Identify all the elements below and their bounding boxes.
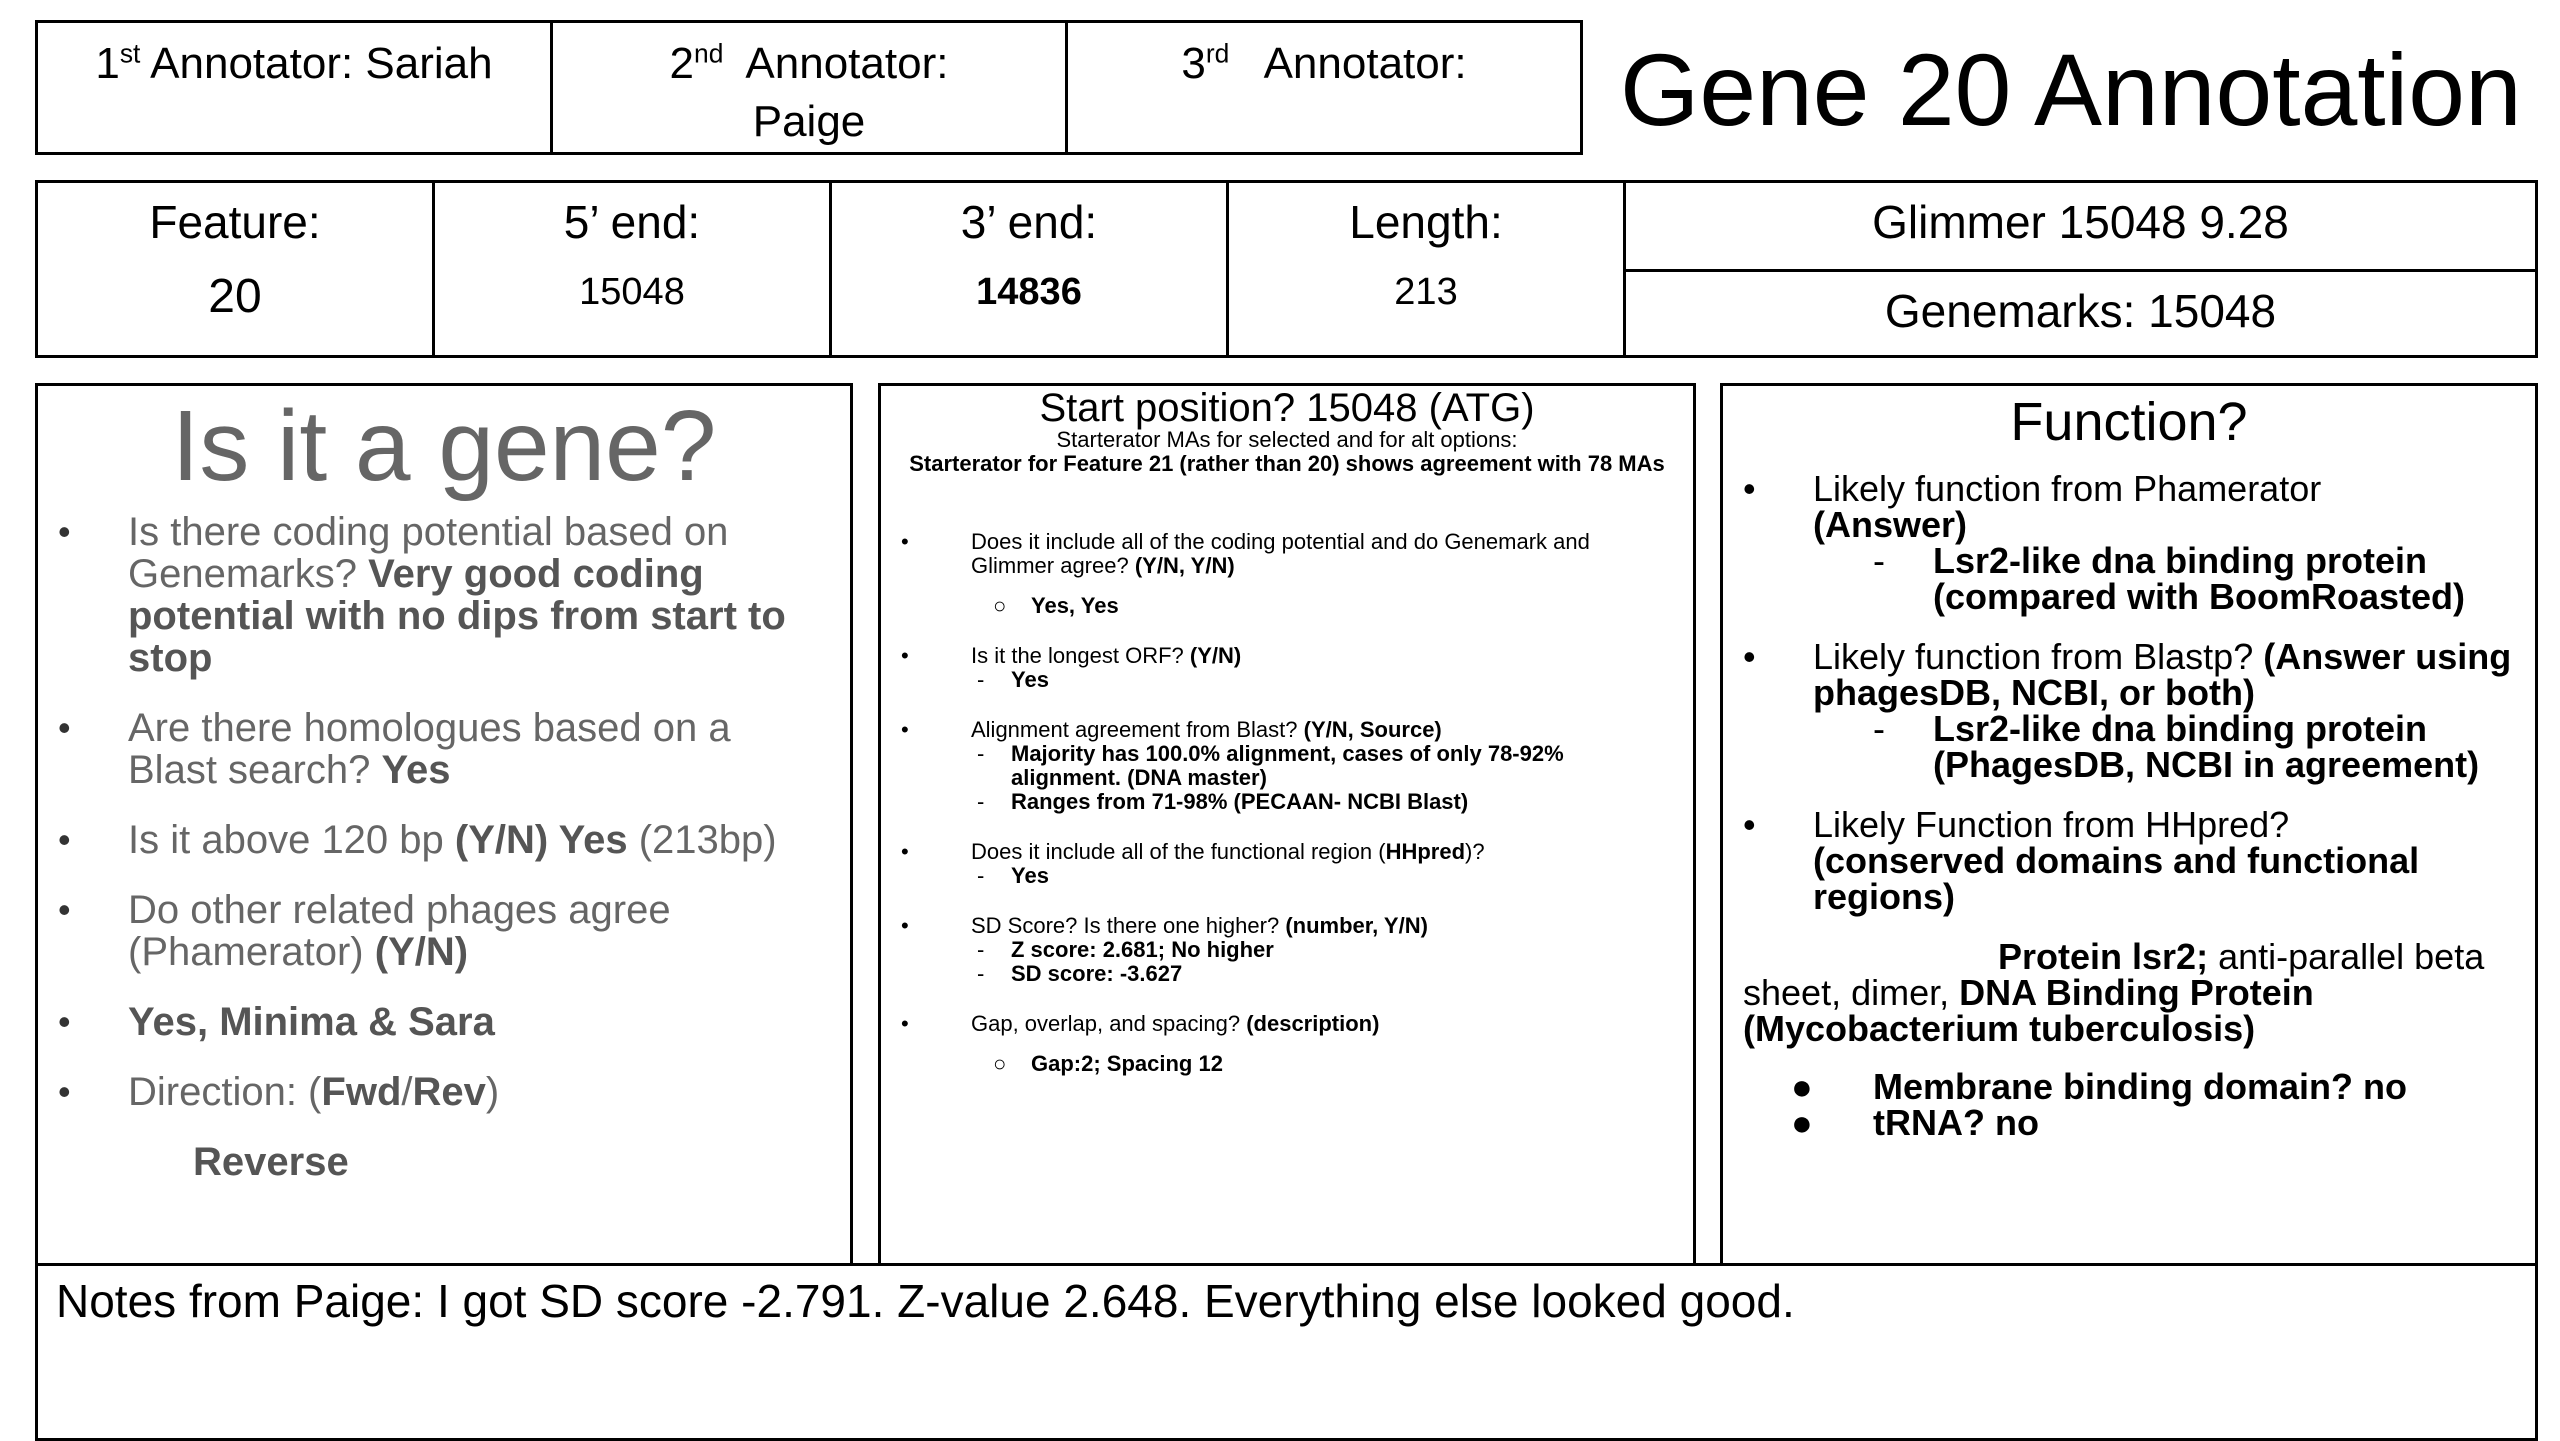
three-end-value: 14836: [976, 271, 1082, 313]
first-annotator-box: [35, 20, 553, 155]
starterator-sub: Starterator MAs for selected and for alt options:: [1056, 427, 1518, 452]
three-end-cell: [829, 180, 1229, 358]
direction-value: Reverse: [193, 1140, 349, 1184]
start-q1: Does it include all of the coding potential and do Genemark and Glimmer agree?: [971, 529, 1590, 578]
trna-item: ● tRNA? no: [1791, 1102, 2039, 1143]
list-item: • Likely function from Phamerator (Answer) - Lsr2-like dna binding protein (compared with BoomRoasted): [1743, 468, 2466, 617]
list-item: • Is it above 120 bp (Y/N) Yes (213bp): [58, 818, 777, 862]
glimmer-cell: [1623, 180, 2538, 272]
direction-slash: /: [401, 1070, 413, 1114]
list-item: • Does it include all of the functional region (HHpred)? - Yes: [901, 839, 1485, 888]
start-panel: [878, 383, 1696, 1268]
start-a3-2: Ranges from 71-98% (PECAAN- NCBI Blast): [1011, 789, 1469, 814]
function-q3: Likely Function from HHpred?: [1813, 804, 2290, 845]
third-annotator-box: [1065, 20, 1583, 155]
notes-box: [35, 1263, 2538, 1441]
length-cell: [1226, 180, 1626, 358]
function-panel: [1720, 383, 2538, 1268]
hhpred-dna: DNA Binding Protein (Mycobacterium tuberculosis): [1743, 972, 2314, 1049]
start-a6: Gap:2; Spacing 12: [1031, 1051, 1223, 1076]
gene-q2: Are there homologues based on a Blast search?: [128, 706, 731, 792]
starterator-note: Starterator for Feature 21 (rather than 20) shows agreement with 78 MAs: [909, 451, 1665, 476]
notes-text: Notes from Paige: I got SD score -2.791. Z-value 2.648. Everything else looked good.: [56, 1275, 1795, 1327]
membrane-item: ● Membrane binding domain? no: [1791, 1066, 2407, 1107]
function-q1-answer: (Answer): [1813, 504, 1968, 545]
list-item: • Do other related phages agree (Phamerator) (Y/N): [58, 888, 671, 974]
list-item: • Direction: (Fwd/Rev): [58, 1070, 500, 1114]
first-annotator-label: Annotator: Sariah: [150, 39, 493, 88]
page-title: Gene 20 Annotation: [1620, 33, 2522, 147]
second-annotator-ordinal: 2: [669, 39, 695, 88]
start-a2: Yes: [1011, 667, 1049, 692]
hhpred-result: [1743, 936, 2515, 1049]
start-q6: Gap, overlap, and spacing?: [971, 1011, 1241, 1036]
direction-fwd: Fwd: [321, 1070, 402, 1114]
gene-q4: Do other related phages agree (Phamerator): [128, 888, 671, 974]
first-annotator-ordinal: 1: [95, 39, 120, 88]
second-annotator-sup: nd: [694, 38, 724, 69]
function-a1: Lsr2-like dna binding protein (compared with BoomRoasted): [1933, 540, 2466, 617]
gene-a1: Very good coding potential with no dips from start to stop: [128, 552, 786, 680]
list-item: • Alignment agreement from Blast? (Y/N, Source) - Majority has 100.0% alignment, cases of only 78-92% alignment. (DNA master) - Ranges from 71-98% (PECAAN- NCBI Blast): [901, 717, 1564, 814]
function-q2-answer: (Answer using phagesDB, NCBI, or both): [1813, 636, 2512, 713]
list-item: • Gap, overlap, and spacing? (description) ○ Gap:2; Spacing 12: [901, 1011, 1380, 1076]
list-item: • Is there coding potential based on Genemarks? Very good coding potential with no dips from start to stop: [58, 510, 786, 680]
function-q3-answer: (conserved domains and functional regions): [1813, 840, 2420, 917]
third-annotator-label: Annotator:: [1263, 39, 1467, 88]
start-q4-close: )?: [1465, 839, 1485, 864]
first-annotator-sup: st: [119, 38, 141, 69]
start-q6-desc: (description): [1246, 1011, 1380, 1036]
function-panel-title: Function?: [2010, 392, 2248, 452]
function-a2: Lsr2-like dna binding protein (PhagesDB, NCBI in agreement): [1933, 708, 2480, 785]
gene-panel-title: Is it a gene?: [171, 390, 717, 502]
list-item: • Likely function from Blastp? (Answer using phagesDB, NCBI, or both) - Lsr2-like dna binding protein (PhagesDB, NCBI in agreement): [1743, 636, 2512, 785]
start-a5-2: SD score: -3.627: [1011, 961, 1183, 986]
gene-a3: (Y/N) Yes: [454, 818, 628, 862]
list-item: • Is it the longest ORF? (Y/N) - Yes: [901, 643, 1242, 692]
third-annotator-sup: rd: [1205, 38, 1230, 69]
start-q5: SD Score? Is there one higher?: [971, 913, 1280, 938]
third-annotator-ordinal: 3: [1181, 39, 1206, 88]
start-q3-yn: (Y/N, Source): [1303, 717, 1442, 742]
start-q2-yn: (Y/N): [1189, 643, 1242, 668]
second-annotator-box: [550, 20, 1068, 155]
five-end-value: 15048: [579, 271, 685, 313]
length-value: 213: [1394, 271, 1458, 313]
start-a4: Yes: [1011, 863, 1049, 888]
gene-a2: Yes: [381, 748, 451, 792]
start-a1: Yes, Yes: [1031, 593, 1119, 618]
gene-a4: Yes, Minima & Sara: [128, 1000, 495, 1044]
second-annotator-name: Paige: [752, 97, 866, 146]
three-end-label: 3’ end:: [960, 196, 1098, 248]
list-item: • Yes, Minima & Sara: [58, 1000, 495, 1044]
start-q3: Alignment agreement from Blast?: [971, 717, 1298, 742]
genemarks-text: Genemarks: 15048: [1884, 285, 2277, 337]
hhpred-protein: Protein lsr2;: [1998, 936, 2219, 977]
start-q4: Does it include all of the functional region (: [971, 839, 1386, 864]
membrane-text: Membrane binding domain? no: [1873, 1066, 2407, 1107]
feature-value: 20: [208, 270, 262, 323]
list-item: • SD Score? Is there one higher? (number, Y/N) - Z score: 2.681; No higher - SD score: -3.627: [901, 913, 1428, 986]
gene-panel: [35, 383, 853, 1268]
start-a5-1: Z score: 2.681; No higher: [1011, 937, 1274, 962]
second-annotator-label: Annotator:: [745, 39, 949, 88]
gene-q3: Is it above 120 bp: [128, 818, 444, 862]
list-item: • Are there homologues based on a Blast search? Yes: [58, 706, 731, 792]
direction-close: ): [485, 1070, 500, 1114]
genemarks-cell: [1623, 269, 2538, 358]
hhpred-structure: anti-parallel beta sheet, dimer,: [1743, 936, 2485, 1013]
five-end-cell: [432, 180, 832, 358]
five-end-label: 5’ end:: [563, 196, 701, 248]
start-q4-hhpred: HHpred: [1385, 839, 1466, 864]
direction-label: Direction: (: [128, 1070, 322, 1114]
start-a3-1: Majority has 100.0% alignment, cases of only 78-92% alignment. (DNA master): [1011, 741, 1564, 790]
start-q2: Is it the longest ORF?: [971, 643, 1184, 668]
list-item: • Does it include all of the coding potential and do Genemark and Glimmer agree? (Y/N, Y/N) ○ Yes, Yes: [901, 529, 1590, 618]
glimmer-text: Glimmer 15048 9.28: [1872, 196, 2289, 248]
feature-label: Feature:: [149, 196, 321, 248]
start-panel-title: Start position? 15048 (ATG): [1039, 386, 1535, 430]
start-q1-yn: (Y/N, Y/N): [1134, 553, 1235, 578]
function-q1: Likely function from Phamerator: [1813, 468, 2322, 509]
feature-cell: [35, 180, 435, 358]
direction-rev: Rev: [412, 1070, 486, 1114]
start-q5-yn: (number, Y/N): [1285, 913, 1428, 938]
gene-q4-yn: (Y/N): [374, 930, 469, 974]
gene-a3-bp: (213bp): [638, 818, 777, 862]
list-item: • Likely Function from HHpred? (conserved domains and functional regions): [1743, 804, 2420, 917]
trna-text: tRNA? no: [1873, 1102, 2039, 1143]
function-q2: Likely function from Blastp?: [1813, 636, 2254, 677]
length-label: Length:: [1349, 196, 1503, 248]
gene-q1: Is there coding potential based on Genemarks?: [128, 510, 729, 596]
